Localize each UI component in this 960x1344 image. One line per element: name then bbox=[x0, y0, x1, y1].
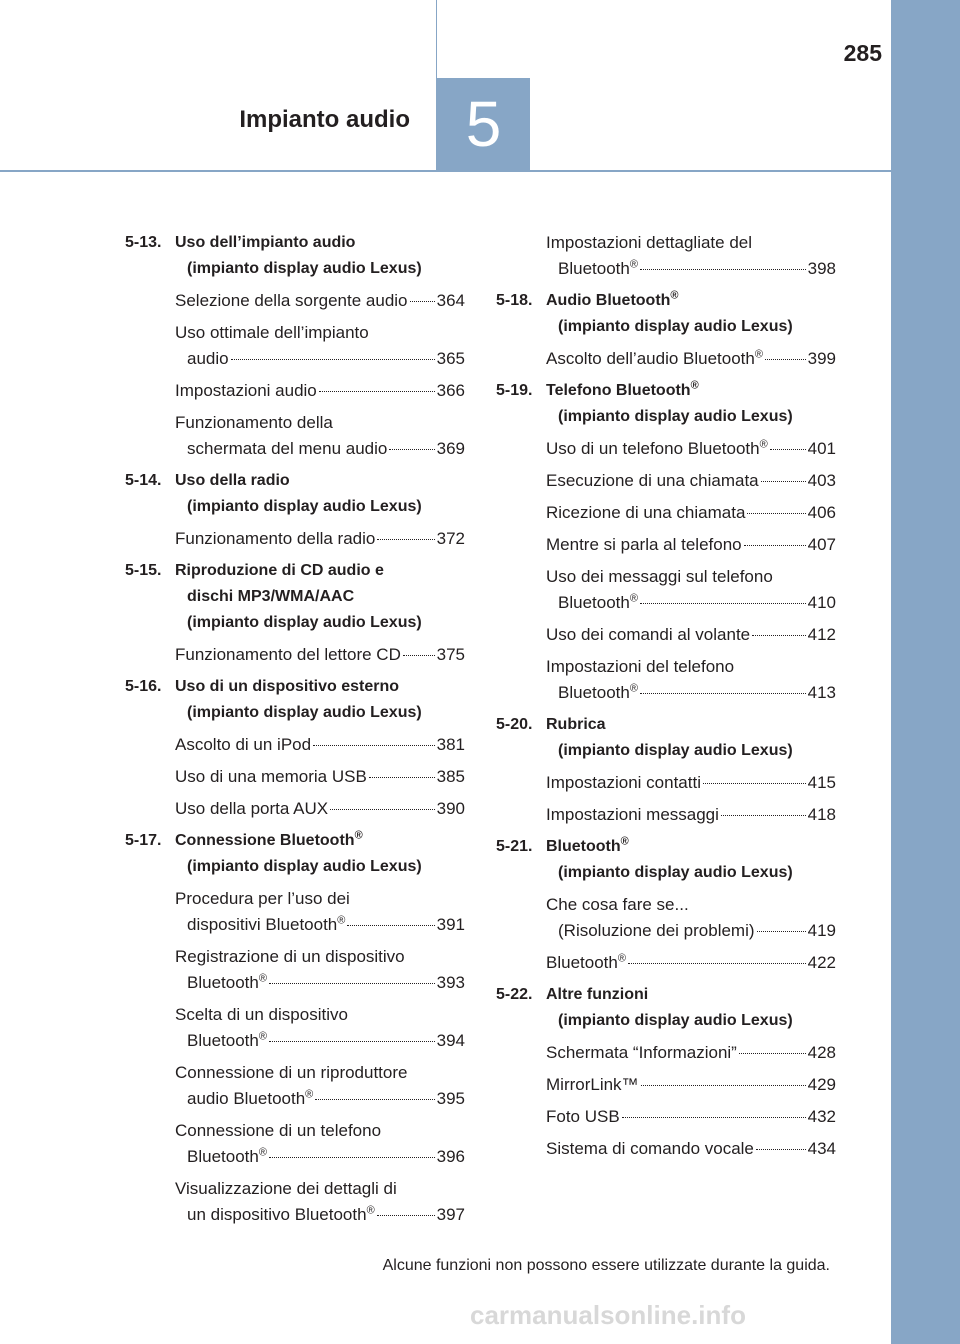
toc-entry[interactable]: Ascolto dell’audio Bluetooth® 399 bbox=[546, 348, 836, 368]
toc-entry[interactable]: Che cosa fare se... (Risoluzione dei problemi) 419 bbox=[546, 895, 836, 940]
toc-section-5-20[interactable]: 5-20. Rubrica (impianto display audio Lexus) bbox=[496, 716, 793, 759]
toc-entry[interactable]: Schermata “Informazioni” 428 bbox=[546, 1043, 836, 1062]
toc-entry[interactable]: Ricezione di una chiamata 406 bbox=[546, 503, 836, 522]
chapter-title: Impianto audio bbox=[239, 106, 410, 133]
toc-section-5-21[interactable]: 5-21. Bluetooth® (impianto display audio Lexus) bbox=[496, 835, 793, 881]
toc-section-5-17[interactable]: 5-17. Connessione Bluetooth® (impianto display audio Lexus) bbox=[125, 829, 422, 875]
watermark-logo: carmanualsonline.info bbox=[470, 1300, 746, 1330]
toc-entry[interactable]: Connessione di un telefono Bluetooth® 396 bbox=[175, 1121, 465, 1166]
toc-entry[interactable]: Uso dei messaggi sul telefono Bluetooth® 410 bbox=[546, 567, 836, 612]
toc-entry[interactable]: Funzionamento della schermata del menu audio 369 bbox=[175, 413, 465, 458]
toc-section-5-22[interactable]: 5-22. Altre funzioni (impianto display audio Lexus) bbox=[496, 986, 793, 1029]
chapter-sidebar-band bbox=[891, 0, 960, 1344]
toc-entry[interactable]: Bluetooth® 422 bbox=[546, 952, 836, 972]
toc-entry[interactable]: Foto USB 432 bbox=[546, 1107, 836, 1126]
toc-entry[interactable]: Mentre si parla al telefono 407 bbox=[546, 535, 836, 554]
chapter-number-box: 5 bbox=[437, 78, 530, 170]
toc-entry[interactable]: Impostazioni del telefono Bluetooth® 413 bbox=[546, 657, 836, 702]
toc-entry[interactable]: Registrazione di un dispositivo Bluetooth® 393 bbox=[175, 947, 465, 992]
toc-entry[interactable]: Impostazioni dettagliate del Bluetooth® 398 bbox=[546, 233, 836, 278]
toc-entry[interactable]: Impostazioni contatti 415 bbox=[546, 773, 836, 792]
toc-entry[interactable]: Impostazioni audio 366 bbox=[175, 381, 465, 400]
toc-entry[interactable]: Uso di un telefono Bluetooth® 401 bbox=[546, 438, 836, 458]
toc-entry[interactable]: Connessione di un riproduttore audio Bluetooth® 395 bbox=[175, 1063, 465, 1108]
toc-entry[interactable]: Procedura per l’uso dei dispositivi Bluetooth® 391 bbox=[175, 889, 465, 934]
page-number: 285 bbox=[843, 40, 882, 66]
toc-section-5-16[interactable]: 5-16. Uso di un dispositivo esterno (impianto display audio Lexus) bbox=[125, 678, 422, 721]
toc-entry[interactable]: Selezione della sorgente audio 364 bbox=[175, 291, 465, 310]
toc-right-column bbox=[496, 230, 836, 1168]
toc-section-5-14[interactable]: 5-14. Uso della radio (impianto display audio Lexus) bbox=[125, 472, 422, 515]
toc-section-5-18[interactable]: 5-18. Audio Bluetooth® (impianto display audio Lexus) bbox=[496, 289, 793, 335]
toc-entry[interactable]: Uso dei comandi al volante 412 bbox=[546, 625, 836, 644]
toc-section-5-19[interactable]: 5-19. Telefono Bluetooth® (impianto display audio Lexus) bbox=[496, 379, 793, 425]
footer-note: Alcune funzioni non possono essere utilizzate durante la guida. bbox=[382, 1257, 830, 1274]
header-divider-horizontal bbox=[0, 170, 891, 172]
toc-section-5-13[interactable]: 5-13. Uso dell’impianto audio (impianto display audio Lexus) bbox=[125, 234, 422, 277]
toc-entry[interactable]: Scelta di un dispositivo Bluetooth® 394 bbox=[175, 1005, 465, 1050]
toc-entry[interactable]: Impostazioni messaggi 418 bbox=[546, 805, 836, 824]
toc-entry[interactable]: Funzionamento del lettore CD 375 bbox=[175, 645, 465, 664]
toc-entry[interactable]: Funzionamento della radio 372 bbox=[175, 529, 465, 548]
toc-entry[interactable]: Sistema di comando vocale 434 bbox=[546, 1139, 836, 1158]
toc-entry[interactable]: Uso di una memoria USB 385 bbox=[175, 767, 465, 786]
toc-entry[interactable]: Uso ottimale dell’impianto audio 365 bbox=[175, 323, 465, 368]
toc-left-column bbox=[125, 230, 465, 1234]
toc-entry[interactable]: Esecuzione di una chiamata 403 bbox=[546, 471, 836, 490]
toc-entry[interactable]: Uso della porta AUX 390 bbox=[175, 799, 465, 818]
toc-entry[interactable]: Visualizzazione dei dettagli di un dispositivo Bluetooth® 397 bbox=[175, 1179, 465, 1224]
toc-entry[interactable]: Ascolto di un iPod 381 bbox=[175, 735, 465, 754]
toc-entry[interactable]: MirrorLink™ 429 bbox=[546, 1075, 836, 1094]
toc-section-5-15[interactable]: 5-15. Riproduzione di CD audio e dischi MP3/WMA/AAC (impianto display audio Lexus) bbox=[125, 562, 422, 631]
